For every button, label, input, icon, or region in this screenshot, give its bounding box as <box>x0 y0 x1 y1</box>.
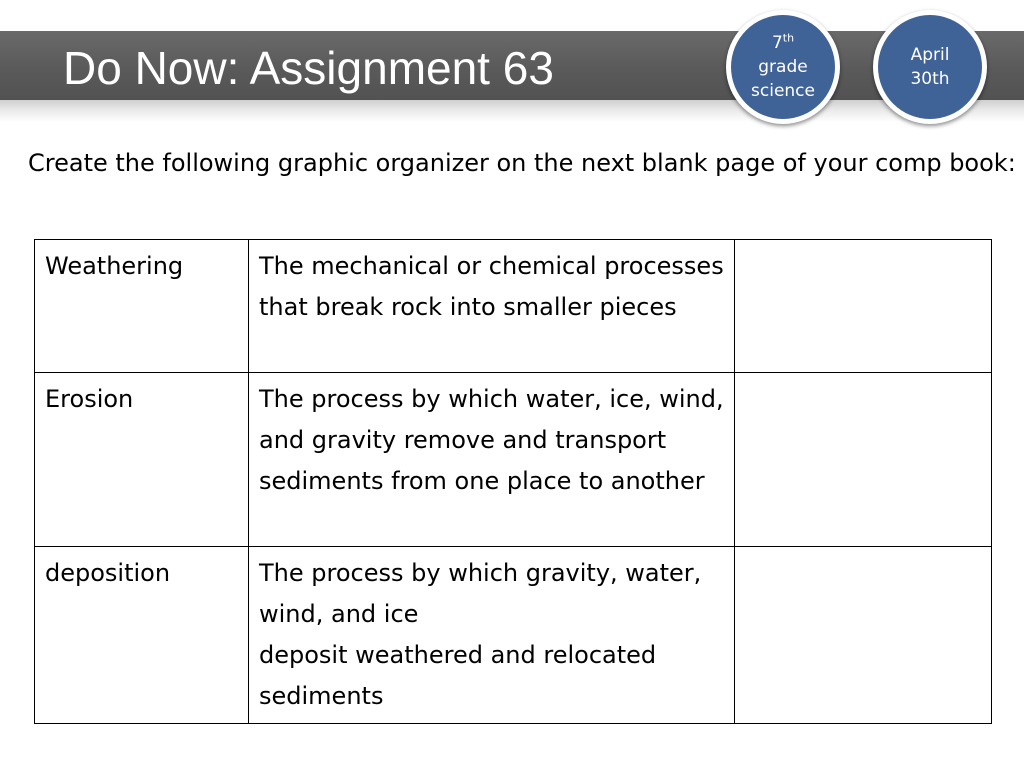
definition-cell <box>249 547 735 724</box>
definition-erosion: The process by which water, ice, wind, and gravity remove and transport sediments from one place to another <box>259 385 724 495</box>
table-row <box>35 240 992 373</box>
grade-badge-circle <box>731 15 835 119</box>
date-badge-circle <box>878 15 982 119</box>
definition-cell <box>249 373 735 547</box>
blank-cell <box>735 373 992 547</box>
table-row <box>35 373 992 547</box>
blank-cell <box>735 547 992 724</box>
date-day: 30th <box>910 69 950 89</box>
title-bar-shadow <box>0 100 1024 122</box>
grade-ordinal-suffix: th <box>782 31 795 45</box>
slide-title: Do Now: Assignment 63 <box>63 42 554 94</box>
grade-label: grade <box>758 57 808 77</box>
term-cell <box>35 240 249 373</box>
term-erosion: Erosion <box>45 385 134 413</box>
term-deposition: deposition <box>45 559 171 587</box>
definition-deposition-line-1: The process by which gravity, water, wind, and ice <box>259 559 702 628</box>
table-row <box>35 547 992 724</box>
instructions-text: Create the following graphic organizer on the next blank page of your comp book: <box>28 149 1016 177</box>
term-cell <box>35 547 249 724</box>
grade-badge <box>726 10 840 124</box>
graphic-organizer-table <box>34 239 992 724</box>
term-cell <box>35 373 249 547</box>
grade-number-line <box>772 31 794 55</box>
definition-deposition-line-2: deposit weathered and relocated sediments <box>259 641 657 710</box>
subject-label: science <box>751 81 815 101</box>
definition-cell <box>249 240 735 373</box>
blank-cell <box>735 240 992 373</box>
term-weathering: Weathering <box>45 252 184 280</box>
definition-weathering: The mechanical or chemical processes that break rock into smaller pieces <box>259 252 724 321</box>
grade-number: 7 <box>771 33 783 53</box>
date-month: April <box>910 45 950 65</box>
date-badge <box>873 10 987 124</box>
